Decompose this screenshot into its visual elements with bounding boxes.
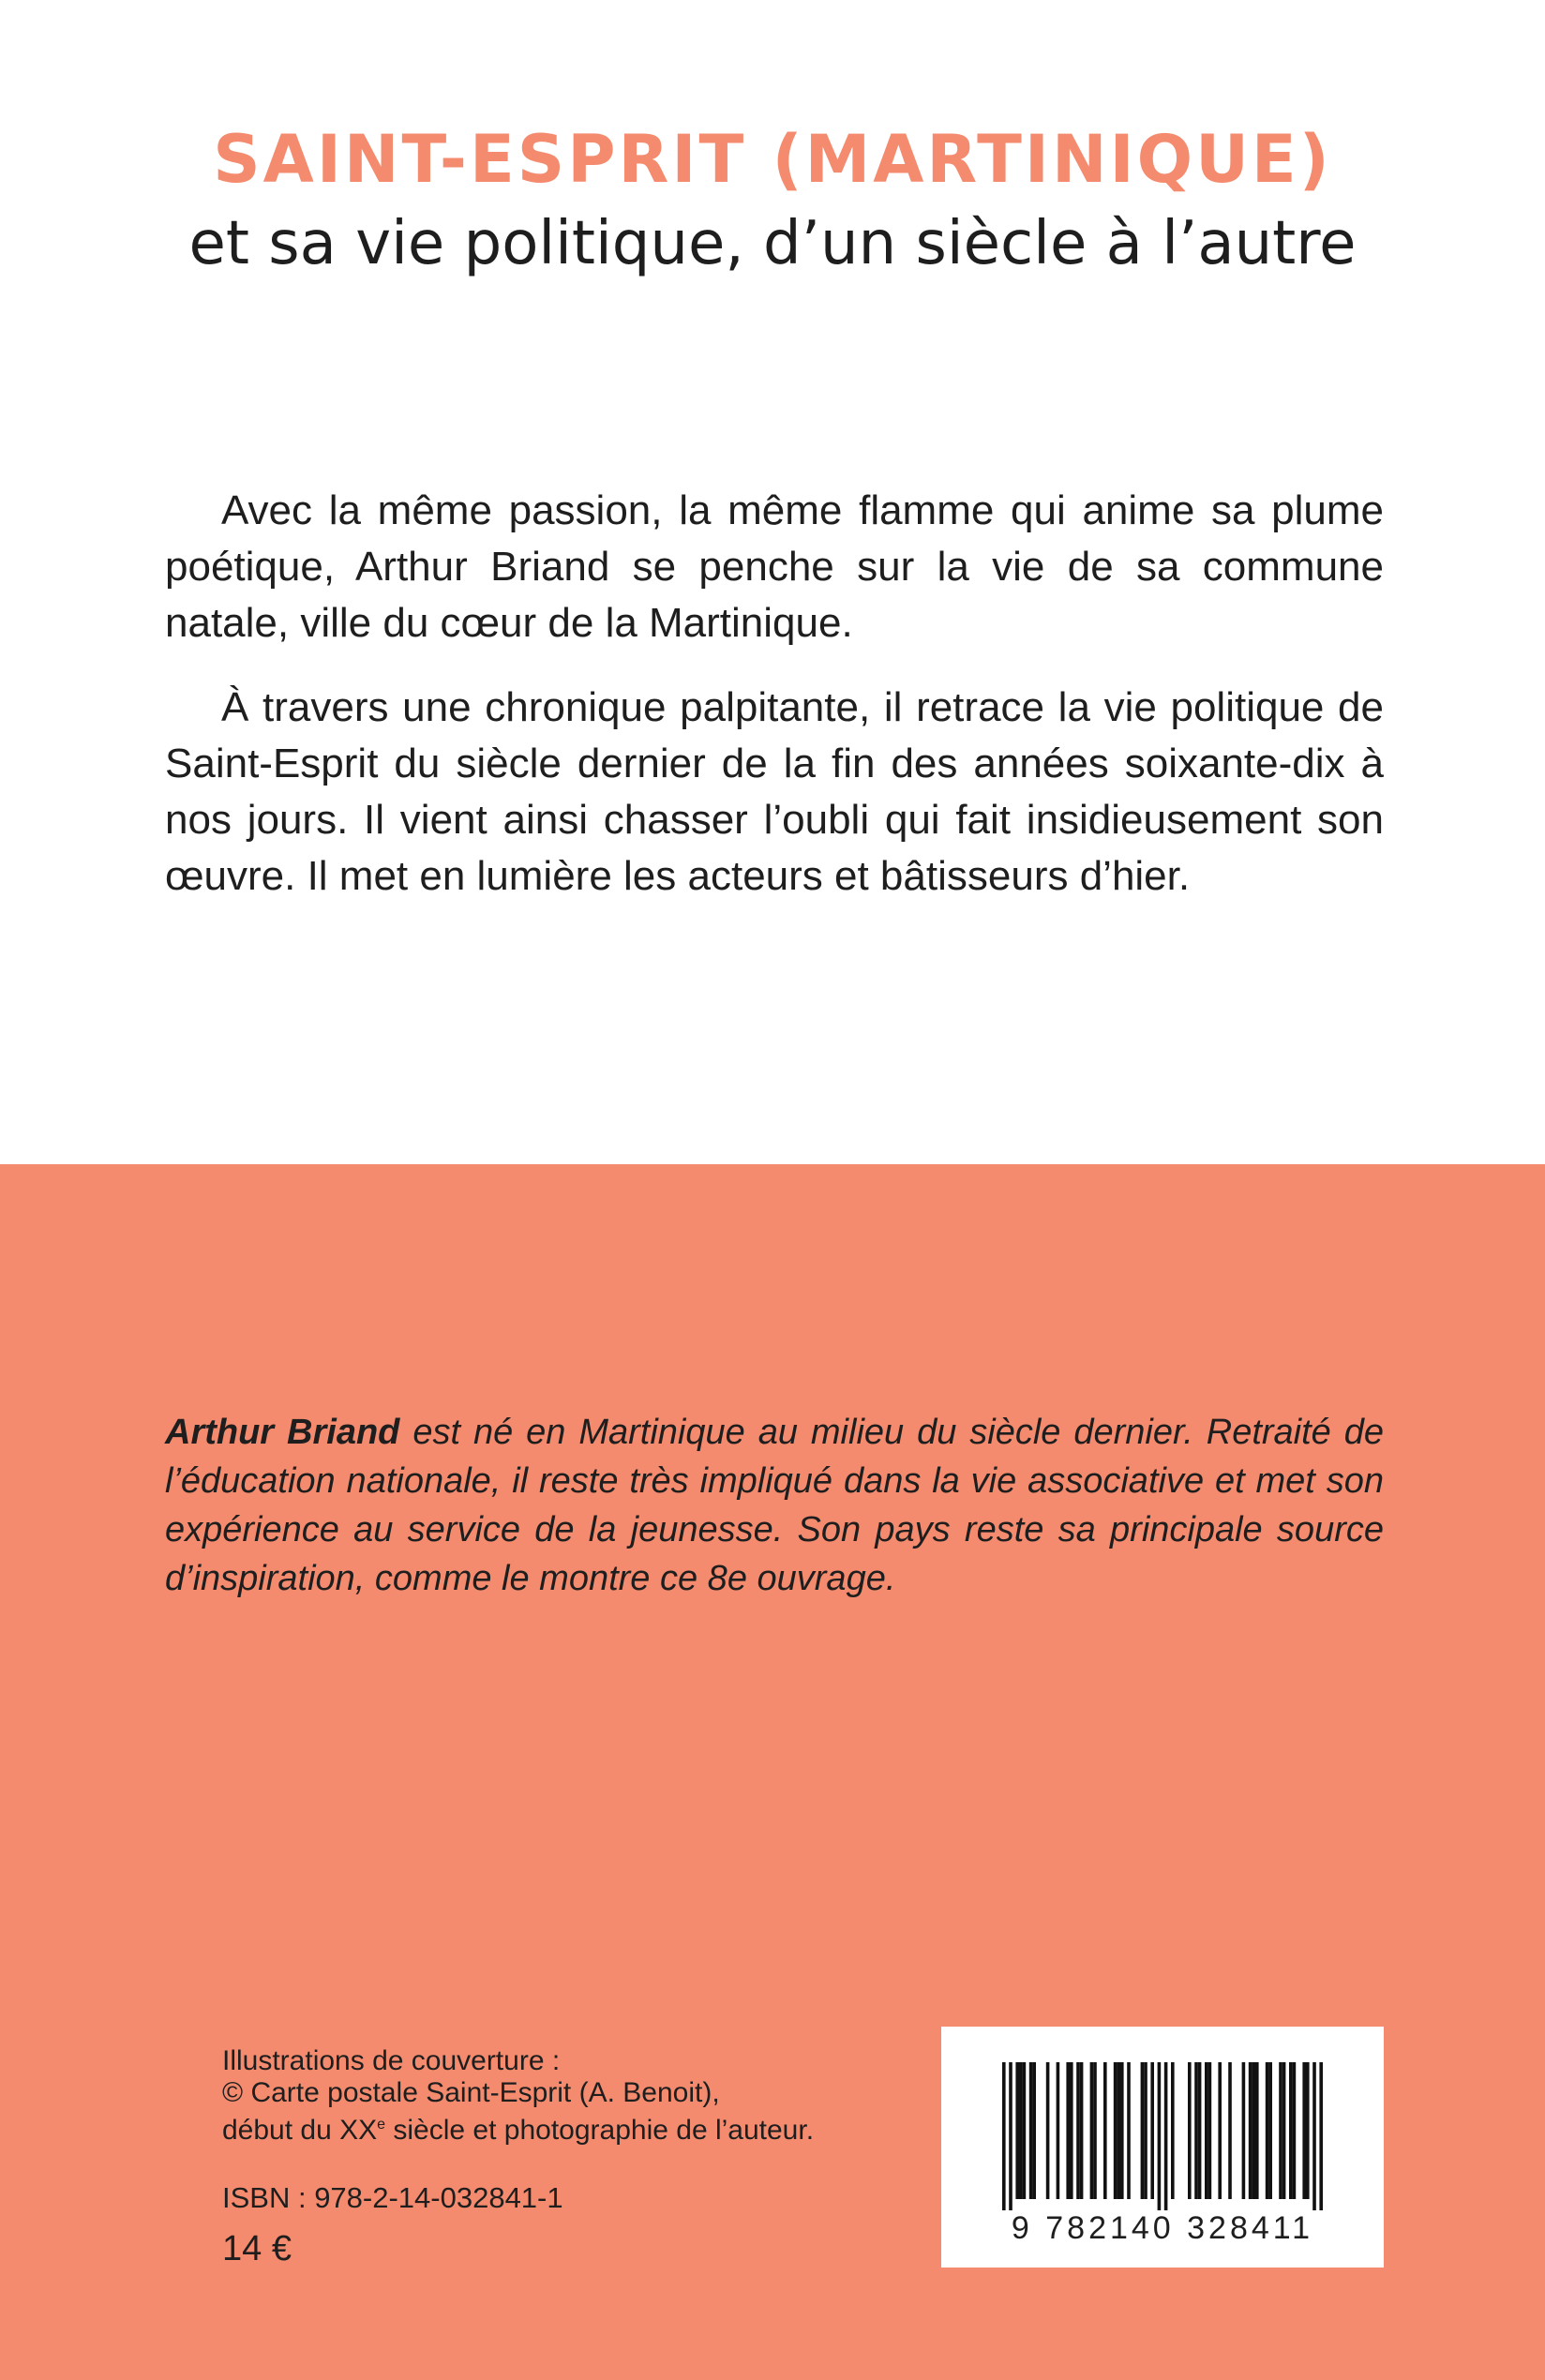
barcode-graphic	[941, 2027, 1384, 2268]
barcode-bar	[1266, 2062, 1269, 2199]
barcode-bar	[1141, 2062, 1145, 2199]
barcode-bar	[1302, 2062, 1306, 2199]
barcode-bar	[1289, 2062, 1293, 2199]
barcode-bar	[1164, 2062, 1168, 2210]
barcode-bar	[1046, 2062, 1050, 2199]
credits-line-1: Illustrations de couverture :	[222, 2045, 561, 2076]
author-name: Arthur Briand	[165, 1413, 400, 1452]
barcode-bar	[1057, 2062, 1060, 2199]
barcode-digits: 9 782140 328411	[1011, 2210, 1314, 2246]
barcode-bar	[1306, 2062, 1310, 2199]
barcode-bar	[1205, 2062, 1208, 2199]
barcode-bar	[1208, 2062, 1212, 2199]
barcode-bar	[1255, 2062, 1259, 2199]
price: 14 €	[222, 2229, 292, 2268]
book-title: SAINT-ESPRIT (MARTINIQUE)	[213, 121, 1332, 198]
barcode-bar	[1242, 2062, 1246, 2199]
barcode-bar	[1282, 2062, 1286, 2199]
barcode-bar	[1076, 2062, 1080, 2199]
barcode-bar	[1023, 2062, 1027, 2199]
barcode-bar	[1293, 2062, 1297, 2199]
barcode-bar	[1171, 2062, 1175, 2199]
barcode-bar	[1117, 2062, 1120, 2199]
blurb-paragraph-2: À travers une chronique palpitante, il retrace la vie politique de Saint-Esprit du siècle dernier de la fin des années soixante-dix à nos jours. Il vient ainsi chasser l’oubli qui fait insidieusement son œuvre. Il met en lumière les acteurs et bâtisseurs d’hier.	[165, 684, 1384, 899]
barcode-bar	[1120, 2062, 1124, 2199]
credits-line-2: © Carte postale Saint-Esprit (A. Benoit),	[222, 2077, 720, 2108]
barcode-bar	[1032, 2062, 1036, 2199]
barcode-bar	[1019, 2062, 1023, 2199]
barcode-bar	[1319, 2062, 1323, 2210]
barcode-bar	[1114, 2062, 1118, 2199]
cover-credits	[222, 2045, 878, 2147]
credits-line-3-start: début du XX	[222, 2115, 378, 2146]
barcode-bar	[1150, 2062, 1154, 2199]
barcode-bar	[1312, 2062, 1316, 2210]
barcode-bar	[1188, 2062, 1192, 2199]
barcode-bar	[1127, 2062, 1131, 2199]
book-subtitle: et sa vie politique, d’un siècle à l’autre	[188, 209, 1357, 278]
barcode-bar	[1252, 2062, 1255, 2199]
barcode-bar	[1158, 2062, 1162, 2210]
blurb	[165, 483, 1384, 933]
barcode-bar	[1009, 2062, 1012, 2210]
barcode-bar	[1268, 2062, 1272, 2199]
barcode-bar	[1228, 2062, 1232, 2199]
barcode-bar	[1144, 2062, 1148, 2199]
barcode-bar	[1066, 2062, 1070, 2199]
barcode	[941, 2027, 1384, 2268]
isbn: ISBN : 978-2-14-032841-1	[222, 2181, 563, 2214]
barcode-bar	[1279, 2062, 1282, 2199]
credits-superscript: e	[377, 2117, 386, 2133]
author-bio	[165, 1408, 1384, 1603]
barcode-bar	[1249, 2062, 1252, 2199]
barcode-bar	[1029, 2062, 1033, 2199]
barcode-bar	[1103, 2062, 1107, 2199]
blurb-paragraph-1: Avec la même passion, la même flamme qui anime sa plume poétique, Arthur Briand se penche sur la vie de sa commune natale, ville du cœur de la Martinique.	[165, 487, 1384, 646]
barcode-bar	[1093, 2062, 1097, 2199]
credits-line-3-end: siècle et photographie de l’auteur.	[385, 2115, 815, 2146]
barcode-bar	[1002, 2062, 1006, 2210]
author-bio-text: est né en Martinique au milieu du siècle dernier. Retraité de l’éducation nationale, il reste très impliqué dans la vie associative et met son expérience au service de la jeunesse. Son pays reste sa principale source d’inspiration, comme le montre ce 8e ouvrage.	[165, 1413, 1385, 1598]
barcode-bar	[1090, 2062, 1094, 2199]
barcode-bar	[1198, 2062, 1202, 2199]
credits-line-3	[222, 2109, 878, 2147]
barcode-bars	[1002, 2062, 1323, 2210]
barcode-bar	[1218, 2062, 1222, 2199]
barcode-bar	[1194, 2062, 1198, 2199]
barcode-bar	[1015, 2062, 1019, 2199]
barcode-bar	[1070, 2062, 1073, 2199]
barcode-bar	[1080, 2062, 1084, 2199]
cover-top-section	[0, 0, 1545, 1164]
